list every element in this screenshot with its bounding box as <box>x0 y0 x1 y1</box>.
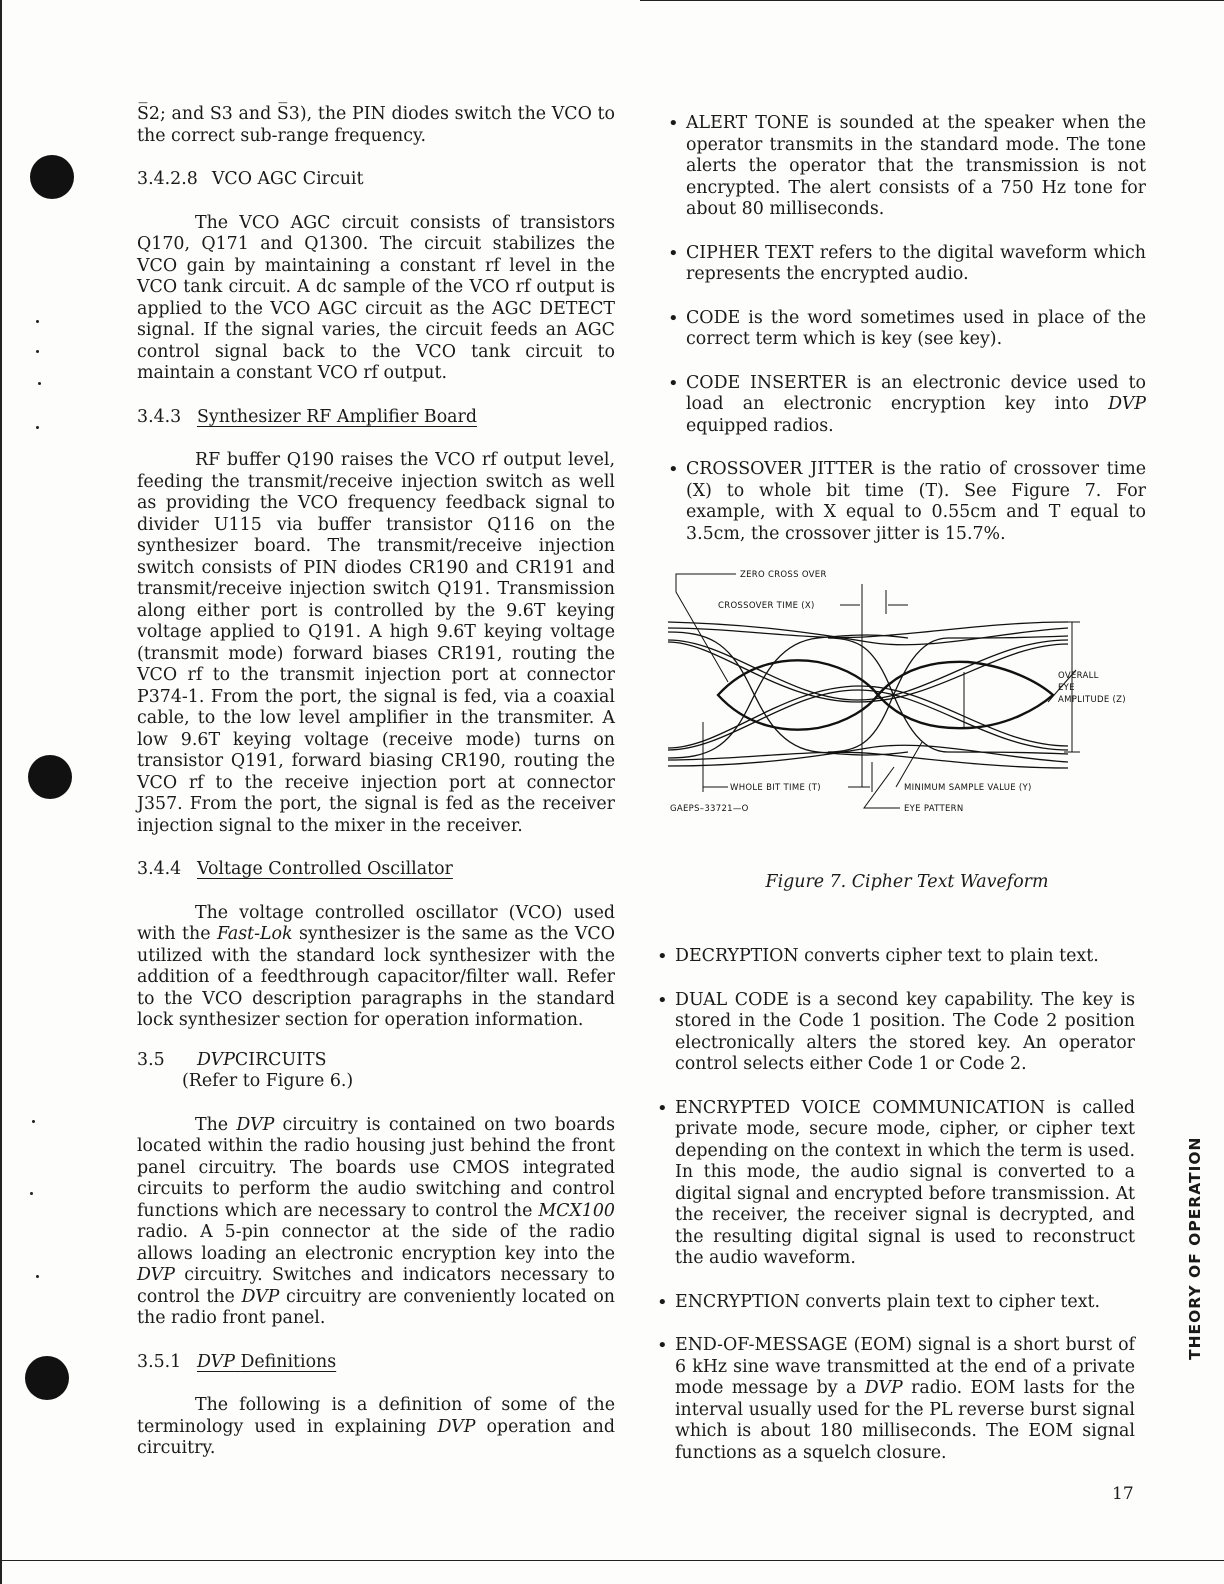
rf-amplifier-paragraph: RF buffer Q190 raises the VCO rf output level, feeding the transmit/receive injection switch as well as providing the VCO frequency feedback signal to divider U115 via buffer transistor Q116 on the synthesizer board. The transmit/receive injection switch consists of PIN diodes CR190 and CR191 and transmit/receive injection switch Q191. Transmission along either port is controlled by the 9.6T keying voltage applied to Q191. A high 9.6T keying voltage (transmit mode) forward biases CR191, routing the VCO rf to the transmit injection port at connector P374-1. From the port, the signal is fed, via a coaxial cable, to the low level amplifier in the transmiter. A low 9.6T keying voltage (receive mode) turns on transistor Q191, forward biasing CR190, routing the VCO rf to the receive injection port at connector J357. From the port, the signal is fed as the receiver injection signal to the mixer in the receiver. <box>137 450 615 836</box>
left-edge-line <box>0 0 2 1584</box>
label-crossover-time: CROSSOVER TIME (X) <box>718 601 815 611</box>
bullet-icon: • <box>657 989 668 1011</box>
definition-encrypted-voice: • ENCRYPTED VOICE COMMUNICATION is called private mode, secure mode, cipher, or cipher text depending on the context in which the term is used. In this mode, the audio signal is converted to a digital signal and encrypted before transmission. At the receiver, the receiver signal is decrypted, and the resulting digital signal is used to reconstruct the audio waveform. <box>657 1097 1135 1268</box>
waveform-trace <box>828 636 1068 752</box>
definition-encryption: • ENCRYPTION converts plain text to cipher text. <box>657 1291 1101 1313</box>
figure-7-eye-pattern <box>668 562 1148 822</box>
label-amplitude: AMPLITUDE (Z) <box>1058 695 1126 705</box>
label-overall: OVERALL <box>1058 671 1099 681</box>
definition-code-inserter: • CODE INSERTER is an electronic device used to load an electronic encryption key into DVP equipped radios. <box>668 372 1146 436</box>
definition-crossover-jitter: • CROSSOVER JITTER is the ratio of crossover time (X) to whole bit time (T). See Figure 7. For example, with X equal to 0.55cm and T equal to 3.5cm, the crossover jitter is 15.7%. <box>668 459 1146 544</box>
label-figure-code: GAEPS–33721—O <box>670 804 749 814</box>
right-column-lower <box>657 946 1135 1464</box>
speck <box>38 382 41 385</box>
section-subtitle: (Refer to Figure 6.) <box>182 1071 354 1091</box>
label-eye: EYE <box>1058 683 1075 693</box>
intro-paragraph: S̅2; and S3 and S̅3), the PIN diodes switch the VCO to the correct sub-range frequency. <box>137 104 615 146</box>
waveform-trace <box>668 622 1068 645</box>
section-number: 3.5.1 <box>137 1351 182 1372</box>
section-number: 3.5 <box>137 1049 165 1070</box>
bottom-edge-line <box>0 1560 1224 1561</box>
section-title: Synthesizer RF Amplifier Board <box>197 406 477 427</box>
section-title: Voltage Controlled Oscillator <box>197 859 453 879</box>
speck <box>32 1120 35 1123</box>
label-zero-cross: ZERO CROSS OVER <box>740 570 827 580</box>
section-title: DVPCIRCUITS <box>197 1049 327 1070</box>
leader-line <box>896 742 922 787</box>
dvp-circuits-paragraph: The DVP circuitry is contained on two boards located within the radio housing just behind the front panel circuitry. The boards use CMOS integrated circuits to perform the audio switching and control functions which are necessary to control the MCX100 radio. A 5-pin connector at the side of the radio allows loading an electronic encryption key into the DVP circuitry. Switches and indicators necessary to control the DVP circuitry are conveniently located on the radio front panel. <box>137 1114 615 1328</box>
bullet-icon: • <box>668 459 679 480</box>
speck <box>36 426 39 429</box>
bullet-icon: • <box>668 242 679 264</box>
definition-end-of-message: • END-OF-MESSAGE (EOM) signal is a short burst of 6 kHz sine wave transmitted at the end of a private mode message by a DVP radio. EOM lasts for the interval usually used for the PL reverse burst signal which is about 180 milliseconds. The EOM signal functions as a squelch closure. <box>657 1335 1135 1463</box>
definition-dual-code: • DUAL CODE is a second key capability. The key is stored in the Code 1 position. The Code 2 position electronically alters the stored key. An operator control selects either Code 1 or Code 2. <box>657 989 1135 1074</box>
vco-paragraph: The voltage controlled oscillator (VCO) used with the Fast-Lok synthesizer is the same as the VCO utilized with the standard lock synthesizer with the addition of a feedthrough capacitor/filter wall. Refer to the VCO description paragraphs in the standard lock synthesizer section for operation information. <box>137 902 615 1030</box>
label-eye-pattern: EYE PATTERN <box>904 804 964 814</box>
left-column <box>137 104 615 1460</box>
section-heading-3-4-3 <box>137 407 615 429</box>
bullet-icon: • <box>668 372 679 394</box>
bullet-icon: • <box>657 1097 668 1119</box>
bullet-icon: • <box>668 113 679 134</box>
vco-agc-paragraph: The VCO AGC circuit consists of transistors Q170, Q171 and Q1300. The circuit stabilizes the VCO gain by maintaining a constant rf level in the VCO tank circuit. A dc sample of the VCO rf output is applied to the VCO AGC circuit as the AGC DETECT signal. If the signal varies, the circuit feeds an AGC control signal back to the VCO tank circuit to maintain a constant VCO rf output. <box>137 212 615 383</box>
definition-code: • CODE is the word sometimes used in place of the correct term which is key (see key). <box>668 307 1146 349</box>
section-heading-3-5-1 <box>137 1352 615 1374</box>
bullet-icon: • <box>657 1291 668 1313</box>
section-heading-3-4-4 <box>137 859 615 881</box>
definitions-paragraph: The following is a definition of some of the terminology used in explaining DVP operation and circuitry. <box>137 1395 615 1458</box>
section-number: 3.4.3 <box>137 406 182 427</box>
definition-cipher-text: • CIPHER TEXT refers to the digital waveform which represents the encrypted audio. <box>668 242 1146 284</box>
section-heading-3-4-2-8 <box>137 169 615 191</box>
speck <box>36 350 39 353</box>
section-side-tab: THEORY OF OPERATION <box>1186 1136 1204 1360</box>
section-number: 3.4.4 <box>137 859 182 879</box>
bullet-icon: • <box>657 1335 668 1356</box>
eye-pattern-diagram <box>668 562 1148 822</box>
punch-hole-bottom <box>25 1356 69 1400</box>
section-heading-3-5 <box>137 1050 615 1072</box>
label-minimum-sample: MINIMUM SAMPLE VALUE (Y) <box>904 783 1032 793</box>
top-edge-line <box>640 0 1224 1</box>
section-title: VCO AGC Circuit <box>211 169 364 189</box>
definition-alert-tone: • ALERT TONE is sounded at the speaker when the operator transmits in the standard mode. The tone alerts the operator that the transmission is not encrypted. The alert consists of a 750 Hz tone for about 80 milliseconds. <box>668 113 1146 219</box>
section-number: 3.4.2.8 <box>137 169 198 189</box>
label-whole-bit-time: WHOLE BIT TIME (T) <box>730 783 821 793</box>
speck <box>30 1192 33 1195</box>
speck <box>36 320 39 323</box>
waveform-trace <box>828 638 1068 754</box>
page-number: 17 <box>1112 1484 1134 1504</box>
definition-decryption: • DECRYPTION converts cipher text to plain text. <box>657 946 1099 967</box>
right-column <box>668 113 1146 545</box>
bullet-icon: • <box>668 307 679 329</box>
figure-caption: Figure 7. Cipher Text Waveform <box>765 872 1049 892</box>
punch-hole-middle <box>28 755 72 799</box>
bullet-icon: • <box>657 946 668 967</box>
section-title: DVP Definitions <box>197 1351 337 1372</box>
waveform-trace <box>668 635 908 758</box>
speck <box>36 1275 39 1278</box>
punch-hole-top <box>30 155 74 199</box>
